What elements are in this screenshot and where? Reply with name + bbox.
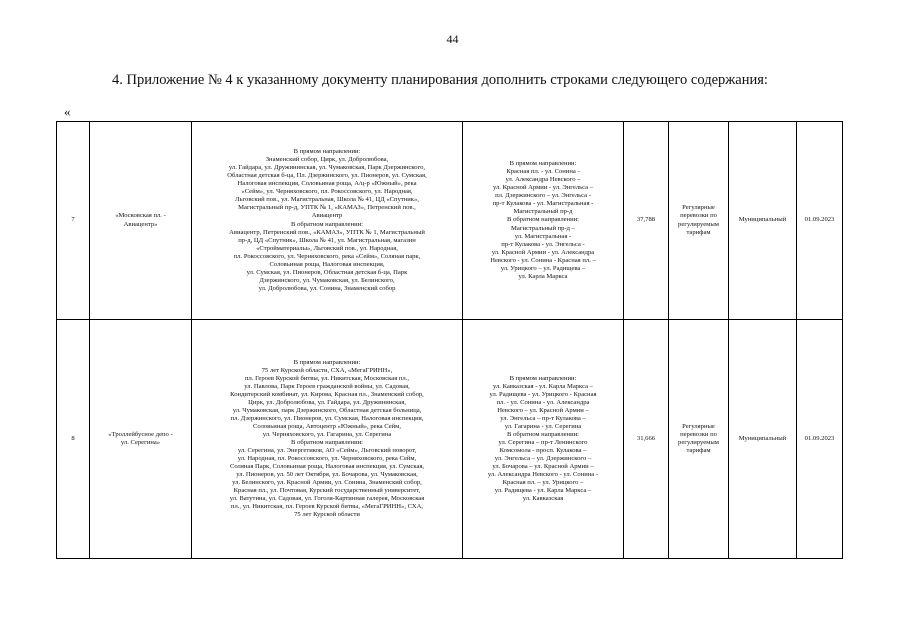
routes-table-body (57, 122, 843, 559)
route-stops-cell-line: ул. Александра Невского – (505, 176, 581, 184)
route-stops-cell-line: Невского - ул. Сонина - Красная пл. – (490, 256, 596, 264)
route-streets-cell-line: ул. Чумаковская, парк Дзержинского, Областная детская больница, (232, 406, 422, 414)
route-stops-cell-line: ул. Гагарина - ул. Серегина (504, 422, 582, 430)
route-length-cell: 31,666 (624, 320, 669, 559)
route-level-cell: Муниципальный (729, 122, 797, 320)
route-streets-cell-line: пл. Рокоссовского, ул. Черняховского, река «Сейм», Соляная парк, (233, 252, 421, 260)
route-streets-cell-line: пр-д, ЦД «Спутник», Школа № 41, ул. Магистральная, магазин (238, 236, 416, 244)
route-stops-cell-line: ул. Радищева - ул. Урицкого - Красная (489, 390, 597, 398)
route-streets-cell (192, 122, 463, 320)
route-streets-cell-line: ул. Пионеров, ул. 50 лет Октября, ул. Бочарова, ул. Чумаковская, (236, 471, 418, 479)
route-streets-cell-line: ул. Павлова, Парк Героев гражданской войны, ул. Садовая, (244, 382, 410, 390)
route-stops-cell-line: пр-т Кулакова - ул. Энгельса - (501, 240, 585, 248)
table-row (57, 122, 843, 320)
route-streets-cell-line: ул. Ватутина, ул. Садовая, ул. Гоголя-Картинная галерея, Московская (229, 495, 425, 503)
route-type-cell (669, 320, 729, 559)
route-stops-cell-line: ул. Бочарова – ул. Красной Армии – (492, 463, 594, 471)
route-stops-cell (463, 122, 624, 320)
route-stops-cell-line: ул. Энгельса – ул. Дзержинского – (494, 455, 592, 463)
route-stops-cell-line: Магистральный пр-д – (511, 224, 575, 232)
route-streets-cell-line: Авиацентр (311, 212, 343, 220)
route-streets-cell-line: Знаменский собор, Цирк, ул. Добролюбова, (265, 156, 389, 164)
route-stops-cell (463, 320, 624, 559)
route-streets-cell-line: пл., ул. Никитская, пл. Героев Курской битвы, «МегаГРИНН», СХА, (230, 503, 424, 511)
page-number: 44 (446, 32, 459, 46)
route-number-cell: 7 (57, 122, 90, 320)
route-date-cell: 01.09.2023 (797, 320, 843, 559)
route-name-cell-line: «Московская пл. - (115, 212, 166, 220)
route-streets-cell-line: В обратном направлении: (291, 220, 363, 228)
route-streets-cell (192, 320, 463, 559)
route-name-cell-line: Авиацентр» (123, 220, 158, 228)
route-type-cell-line: тарифам (686, 228, 711, 236)
route-stops-cell-line: Красная пл. - ул. Сонина - (506, 168, 580, 176)
route-stops-cell-line: В прямом направлении: (509, 374, 577, 382)
routes-table (56, 121, 843, 559)
route-stops-cell-line: пл. - ул. Сонина - ул. Александра (496, 398, 590, 406)
route-stops-cell-line: ул. Красной Армии - ул. Энгельса – (492, 184, 594, 192)
table-row (57, 320, 843, 559)
route-streets-cell-line: В прямом направлении: (293, 148, 361, 156)
route-streets-cell-line: 75 лет Курской области (294, 511, 360, 519)
route-type-cell-line: Регулярные (682, 422, 715, 430)
route-type-cell-line: перевозки по (680, 430, 717, 438)
route-type-cell (669, 122, 729, 320)
route-streets-cell-line: В прямом направлении: (293, 358, 361, 366)
route-streets-cell-line: Кондитерский комбинат, ул. Кирова, Красная пл., Знаменский собор, (230, 390, 424, 398)
route-streets-cell-line: Соловьиная роща, Автоцентр «Южный», река Сейм, (252, 422, 402, 430)
route-stops-cell-line: пл. Дзержинского – ул. Энгельса - (495, 192, 591, 200)
route-stops-cell-line: ул. Радищева - ул. Карла Маркса – (494, 487, 592, 495)
route-type-cell-line: регулируемым (678, 439, 719, 446)
route-streets-cell-line: ул. Черняховского, ул. Гагарина, ул. Серегина (262, 430, 392, 438)
route-stops-cell-line: ул. Кавказская (522, 495, 564, 503)
route-streets-cell-line: Льговский пов., ул. Магистральная, Школа № 41, ЦД «Спутник», (235, 196, 419, 204)
route-stops-cell-line: ул. Урицкого – ул. Радищева – (500, 264, 586, 272)
route-streets-cell-line: ул. Сумская, ул. Пионеров, Областная детская б-ца, Парк (246, 268, 408, 276)
route-streets-cell-line: Соловьиная роща, Налоговая инспекция, (269, 260, 385, 268)
route-streets-cell-line: пл. Дзержинского, ул. Пионеров, ул. Сумская, Налоговая инспекция, (230, 414, 424, 422)
route-streets-cell-line: ул. Добролюбова, ул. Сонина, Знаменский собор (258, 284, 396, 292)
route-stops-cell-line: ул. Александра Невского - ул. Сонина - (487, 471, 599, 479)
route-streets-cell-line: «Сейм», ул. Черняховского, пл. Рокоссовского, ул. Народная, (241, 188, 413, 196)
route-streets-cell-line: ул. Народная, пл. Рокоссовского, ул. Черняховского, река Сейм, (237, 455, 417, 463)
route-stops-cell-line: ул. Энгельса – пр-т Кулакова – (500, 414, 586, 422)
route-streets-cell-line: Налоговая инспекция, Соловьиная роща, А/ц-р «Южный», река (237, 180, 417, 188)
route-streets-cell-line: «Стройматериалы», Льговский пов., ул. Народная, (256, 244, 398, 252)
route-stops-cell-line: В обратном направлении: (507, 216, 579, 224)
route-stops-cell-line: В прямом направлении: (509, 160, 577, 168)
route-type-cell-line: регулируемым (678, 220, 719, 228)
route-streets-cell-line: пл. Героев Курской битвы, ул. Никитская, Московская пл., (244, 374, 410, 382)
route-type-cell-line: Регулярные (682, 204, 715, 212)
route-level-cell: Муниципальный (729, 320, 797, 559)
route-name-cell (90, 320, 192, 559)
route-streets-cell-line: 75 лет Курской области, СХА, «МегаГРИНН», (261, 366, 393, 374)
route-stops-cell-line: Невского – ул. Красной Армии – (497, 406, 589, 414)
route-streets-cell-line: ул. Гайдара, ул. Дружининская, ул. Чумаковская, Парк Дзержинского, (228, 164, 426, 172)
route-name-cell (90, 122, 192, 320)
route-stops-cell-line: ул. Карла Маркса (518, 272, 568, 280)
route-stops-cell-line: Магистральный пр-д (513, 208, 573, 216)
route-streets-cell-line: Магистральный пр-д, УПТК № 1, «КАМАЗ», Петренский пов., (238, 204, 416, 212)
route-streets-cell-line: Цирк, ул. Добролюбова, ул. Гайдара, ул. Дружининская, (248, 398, 406, 406)
route-type-cell-line: тарифам (686, 447, 711, 455)
route-type-cell-line: перевозки по (680, 212, 717, 220)
section-heading: 4. Приложение № 4 к указанному документу планирования дополнить строками следующего содержания: (112, 72, 768, 88)
route-stops-cell-line: Комсомола - просп. Кулакова – (499, 447, 587, 455)
route-name-cell-line: «Троллейбусное депо - (108, 430, 173, 438)
route-stops-cell-line: ул. Серегина – пр-т Ленинского (498, 439, 588, 446)
route-stops-cell-line: Красная пл. – ул. Урицкого – (502, 479, 584, 487)
route-streets-cell-line: В обратном направлении: (291, 439, 363, 446)
route-streets-cell-line: Красная пл., ул. Почтовая, Курский государственный университет, (233, 487, 421, 495)
route-stops-cell-line: ул. Магистральная - (514, 232, 572, 240)
route-streets-cell-line: Областная детская б-ца, Пл. Дзержинского, ул. Пионеров, ул. Сумская, (227, 172, 427, 180)
route-date-cell: 01.09.2023 (797, 122, 843, 320)
route-streets-cell-line: ул. Белинского, ул. Красной Армии, ул. Сонина, Знаменский собор, (232, 479, 422, 487)
route-streets-cell-line: ул. Серегина, ул. Энергетиков, АО «Сейм», Льговский поворот, (237, 447, 417, 455)
route-stops-cell-line: ул. Кавказская - ул. Карла Маркса – (493, 382, 593, 390)
route-name-cell-line: ул. Серегина» (120, 439, 161, 446)
route-streets-cell-line: Соляная Парк, Соловьиная роща, Налоговая инспекция, ул. Сумская, (229, 463, 425, 471)
route-stops-cell-line: пр-т Кулакова - ул. Магистральная - (492, 200, 594, 208)
route-number-cell: 8 (57, 320, 90, 559)
route-stops-cell-line: В обратном направлении: (507, 430, 579, 438)
route-stops-cell-line: ул. Красной Армии - ул. Александра (491, 248, 595, 256)
opening-quote: « (64, 104, 71, 119)
route-streets-cell-line: Авиацентр, Петренский пов., «КАМАЗ», УПТК № 1, Магистральный (229, 228, 425, 236)
route-length-cell: 37,788 (624, 122, 669, 320)
route-streets-cell-line: Дзержинского, ул. Чумаковская, ул. Белинского, (259, 276, 395, 284)
